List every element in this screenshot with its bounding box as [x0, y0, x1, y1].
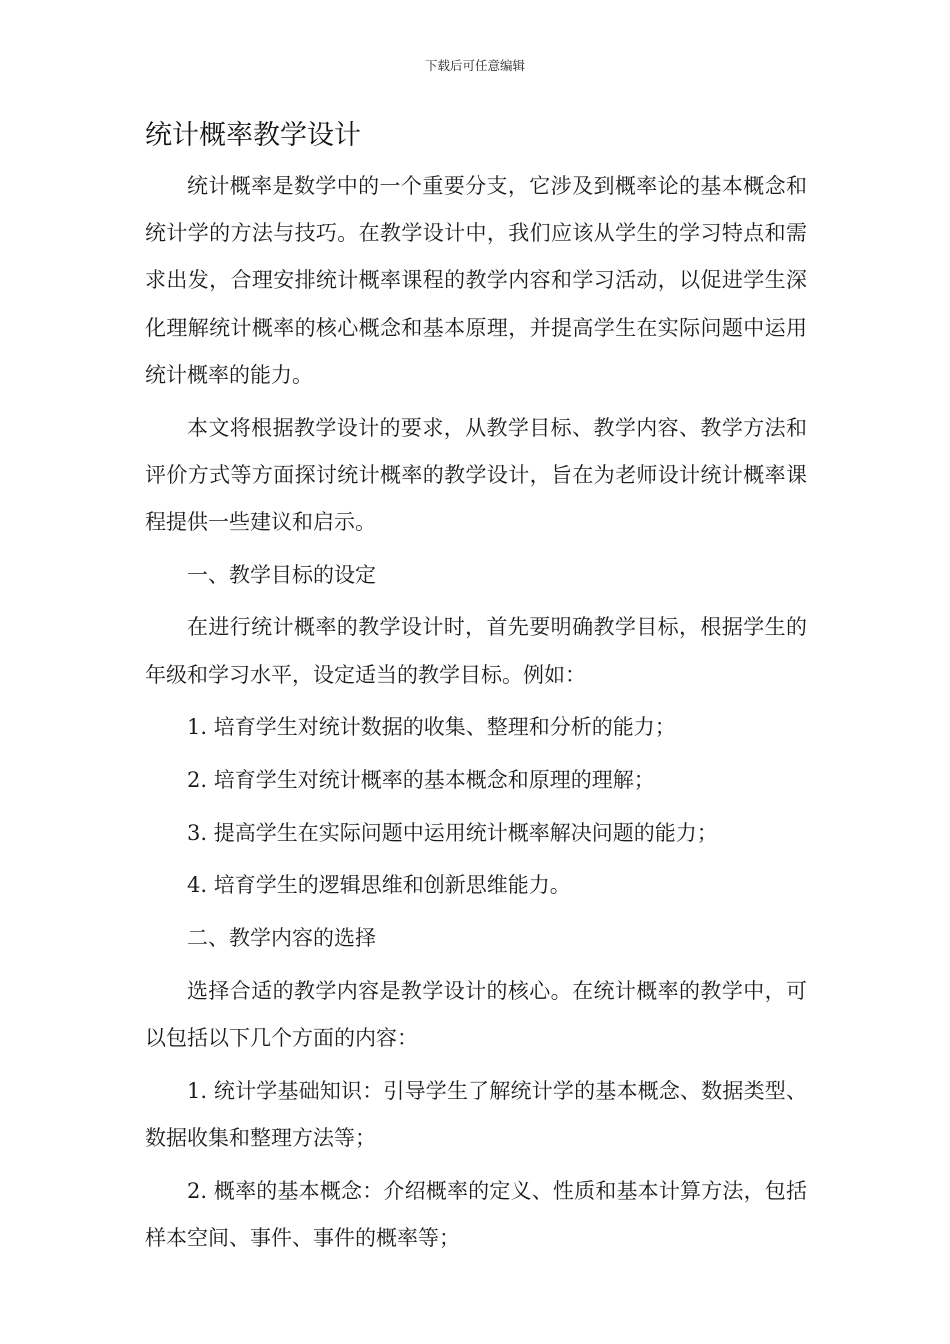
document-body	[145, 163, 807, 1267]
list-item-objective-2: 2. 培育学生对统计概率的基本概念和原理的理解；	[187, 767, 655, 792]
header-note: 下载后可任意编辑	[424, 58, 525, 73]
list-item-content-2: 2. 概率的基本概念：介绍概率的定义、性质和基本计算方法，包括样本空间、事件、事件的概率等；	[145, 1178, 807, 1250]
paragraph-objectives-intro: 在进行统计概率的教学设计时，首先要明确教学目标，根据学生的年级和学习水平，设定适当的教学目标。例如：	[145, 615, 807, 687]
paragraph-purpose: 本文将根据教学设计的要求，从教学目标、教学内容、教学方法和评价方式等方面探讨统计概率的教学设计，旨在为老师设计统计概率课程提供一些建议和启示。	[145, 415, 807, 534]
list-item-objective-1: 1. 培育学生对统计数据的收集、整理和分析的能力；	[187, 715, 676, 740]
section-heading-objectives: 一、教学目标的设定	[187, 562, 376, 587]
list-item-content-1: 1. 统计学基础知识：引导学生了解统计学的基本概念、数据类型、数据收集和整理方法等；	[145, 1078, 807, 1150]
document-title: 统计概率教学设计	[145, 120, 361, 151]
section-heading-content: 二、教学内容的选择	[187, 926, 376, 951]
paragraph-content-intro: 选择合适的教学内容是教学设计的核心。在统计概率的教学中，可以包括以下几个方面的内容：	[145, 978, 807, 1050]
list-item-objective-4: 4. 培育学生的逻辑思维和创新思维能力。	[187, 873, 571, 898]
paragraph-intro: 统计概率是数学中的一个重要分支，它涉及到概率论的基本概念和统计学的方法与技巧。在教学设计中，我们应该从学生的学习特点和需求出发，合理安排统计概率课程的教学内容和学习活动，以促进学生深化理解统计概率的核心概念和基本原理，并提高学生在实际问题中运用统计概率的能力。	[145, 174, 807, 387]
list-item-objective-3: 3. 提高学生在实际问题中运用统计概率解决问题的能力；	[187, 820, 718, 845]
